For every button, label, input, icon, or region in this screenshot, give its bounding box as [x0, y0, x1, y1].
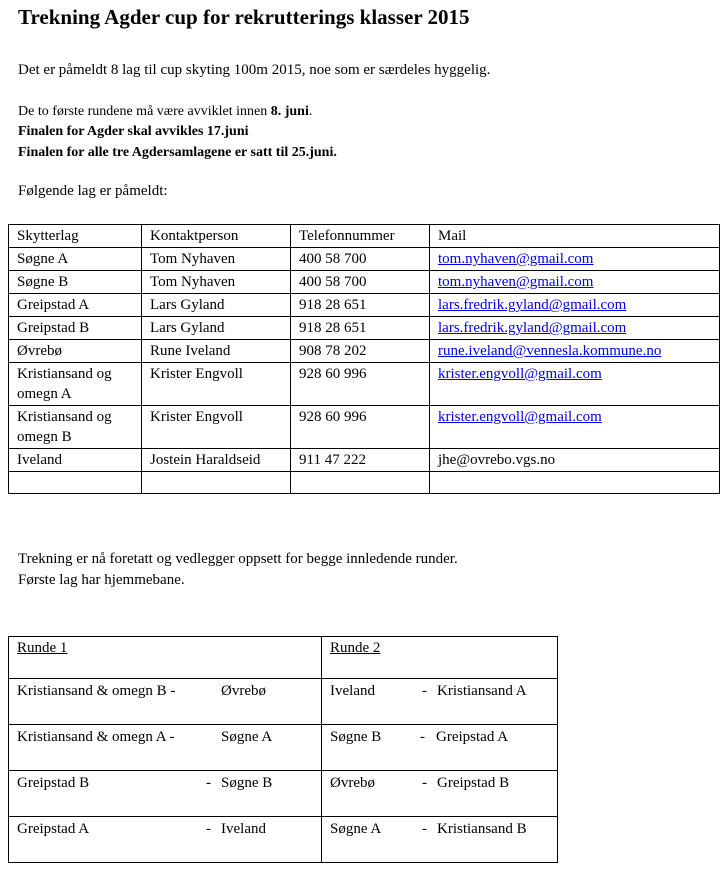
- intro-text: Det er påmeldt 8 lag til cup skyting 100m 2015, noe som er særdeles hyggelig.: [18, 62, 491, 78]
- teams-table: [8, 224, 720, 494]
- phone-cell: 911 47 222: [291, 449, 430, 472]
- round1-match: [9, 725, 322, 771]
- header-mail: Mail: [430, 225, 720, 248]
- final-all-prefix: Finalen for alle tre Agdersamlagene er satt til: [18, 145, 292, 160]
- club-cell: Greipstad B: [9, 317, 142, 340]
- round2-match: [322, 679, 558, 725]
- round2-match: [322, 817, 558, 863]
- match-away: Kristiansand A: [437, 683, 527, 699]
- club-cell: Kristiansand og omegn A: [9, 363, 142, 406]
- match-home: Greipstad B: [17, 775, 90, 791]
- phone-cell: 928 60 996: [291, 406, 430, 449]
- table-row: [9, 363, 720, 406]
- draw-table: [8, 636, 558, 863]
- table-row: [9, 294, 720, 317]
- match-away: Greipstad A: [436, 729, 509, 745]
- club-cell: Greipstad A: [9, 294, 142, 317]
- draw-header-row: [9, 637, 558, 679]
- round1-match: [9, 771, 322, 817]
- table-row: [9, 449, 720, 472]
- round2-match: [322, 771, 558, 817]
- mail-cell: [430, 363, 720, 406]
- table-row: [9, 317, 720, 340]
- draw-row: [9, 817, 558, 863]
- match-separator: -: [422, 821, 427, 837]
- final-all-text: [18, 145, 337, 161]
- mail-cell: [430, 248, 720, 271]
- draw-row: [9, 771, 558, 817]
- document-title: Trekning Agder cup for rekrutterings klasser 2015: [18, 5, 470, 29]
- match-home: Iveland: [330, 683, 375, 699]
- contact-cell: Jostein Haraldseid: [142, 449, 291, 472]
- mail-cell: jhe@ovrebo.vgs.no: [430, 449, 720, 472]
- match-home: Søgne A: [330, 821, 382, 837]
- header-telefonnummer: Telefonnummer: [291, 225, 430, 248]
- round1-label: Runde 1: [17, 640, 68, 656]
- contact-cell: Rune Iveland: [142, 340, 291, 363]
- contact-cell: Lars Gyland: [142, 317, 291, 340]
- mail-link[interactable]: rune.iveland@vennesla.kommune.no: [438, 343, 662, 359]
- mail-link[interactable]: krister.engvoll@gmail.com: [438, 366, 602, 382]
- club-cell: Kristiansand og omegn B: [9, 406, 142, 449]
- home-info-text: Første lag har hjemmebane.: [18, 572, 185, 588]
- club-cell: Øvrebø: [9, 340, 142, 363]
- match-home: Greipstad A: [17, 821, 90, 837]
- mail-link[interactable]: lars.fredrik.gyland@gmail.com: [438, 320, 627, 336]
- empty-cell: [291, 472, 430, 494]
- club-cell: Søgne A: [9, 248, 142, 271]
- table-row: [9, 340, 720, 363]
- round2-label: Runde 2: [330, 640, 381, 656]
- match-away: Kristiansand B: [437, 821, 527, 837]
- match-home: Kristiansand & omegn B -: [17, 683, 176, 699]
- club-cell: Søgne B: [9, 271, 142, 294]
- match-away: Greipstad B: [437, 775, 510, 791]
- draw-row: [9, 725, 558, 771]
- table-row: [9, 406, 720, 449]
- contact-cell: Krister Engvoll: [142, 406, 291, 449]
- final-agder-prefix: Finalen for Agder skal avvikles: [18, 124, 207, 139]
- table-row: [9, 271, 720, 294]
- phone-cell: 928 60 996: [291, 363, 430, 406]
- rounds-deadline-text: [18, 104, 312, 120]
- contact-cell: Tom Nyhaven: [142, 248, 291, 271]
- round1-header: [9, 637, 322, 679]
- contact-cell: Tom Nyhaven: [142, 271, 291, 294]
- mail-cell: [430, 340, 720, 363]
- phone-cell: 400 58 700: [291, 248, 430, 271]
- draw-row: [9, 679, 558, 725]
- match-separator: -: [206, 821, 211, 837]
- phone-cell: 918 28 651: [291, 294, 430, 317]
- mail-cell: [430, 271, 720, 294]
- rounds-deadline-prefix: De to første rundene må være avviklet innen: [18, 104, 271, 119]
- mail-cell: [430, 317, 720, 340]
- table-row: [9, 248, 720, 271]
- mail-link[interactable]: krister.engvoll@gmail.com: [438, 409, 602, 425]
- header-skytterlag: Skytterlag: [9, 225, 142, 248]
- empty-cell: [142, 472, 291, 494]
- mail-link[interactable]: tom.nyhaven@gmail.com: [438, 274, 594, 290]
- registered-intro-text: Følgende lag er påmeldt:: [18, 183, 168, 199]
- empty-row: [9, 472, 720, 494]
- round2-header: [322, 637, 558, 679]
- round1-match: [9, 817, 322, 863]
- phone-cell: 400 58 700: [291, 271, 430, 294]
- match-away: Søgne B: [221, 775, 273, 791]
- rounds-deadline-date: 8. juni: [270, 104, 309, 119]
- phone-cell: 918 28 651: [291, 317, 430, 340]
- match-separator: -: [422, 775, 427, 791]
- match-separator: -: [422, 683, 427, 699]
- mail-cell: [430, 406, 720, 449]
- mail-link[interactable]: tom.nyhaven@gmail.com: [438, 251, 594, 267]
- match-home: Øvrebø: [330, 775, 375, 791]
- draw-info-text: Trekning er nå foretatt og vedlegger oppsett for begge innledende runder.: [18, 551, 458, 567]
- empty-cell: [9, 472, 142, 494]
- match-home: Søgne B: [330, 729, 382, 745]
- match-away: Øvrebø: [221, 683, 266, 699]
- round2-match: [322, 725, 558, 771]
- club-cell: Iveland: [9, 449, 142, 472]
- rounds-deadline-suffix: .: [308, 104, 313, 119]
- match-away: Iveland: [221, 821, 266, 837]
- final-all-suffix: .: [333, 145, 337, 160]
- phone-cell: 908 78 202: [291, 340, 430, 363]
- match-away: Søgne A: [221, 729, 273, 745]
- final-agder-date: 17.juni: [206, 124, 249, 139]
- contact-cell: Krister Engvoll: [142, 363, 291, 406]
- contact-cell: Lars Gyland: [142, 294, 291, 317]
- match-separator: -: [206, 775, 211, 791]
- mail-link[interactable]: lars.fredrik.gyland@gmail.com: [438, 297, 627, 313]
- match-home: Kristiansand & omegn A -: [17, 729, 175, 745]
- mail-cell: [430, 294, 720, 317]
- empty-cell: [430, 472, 720, 494]
- final-agder-text: [18, 124, 249, 140]
- final-all-date: 25.juni: [291, 145, 334, 160]
- match-separator: -: [420, 729, 425, 745]
- round1-match: [9, 679, 322, 725]
- header-kontaktperson: Kontaktperson: [142, 225, 291, 248]
- teams-header-row: [9, 225, 720, 248]
